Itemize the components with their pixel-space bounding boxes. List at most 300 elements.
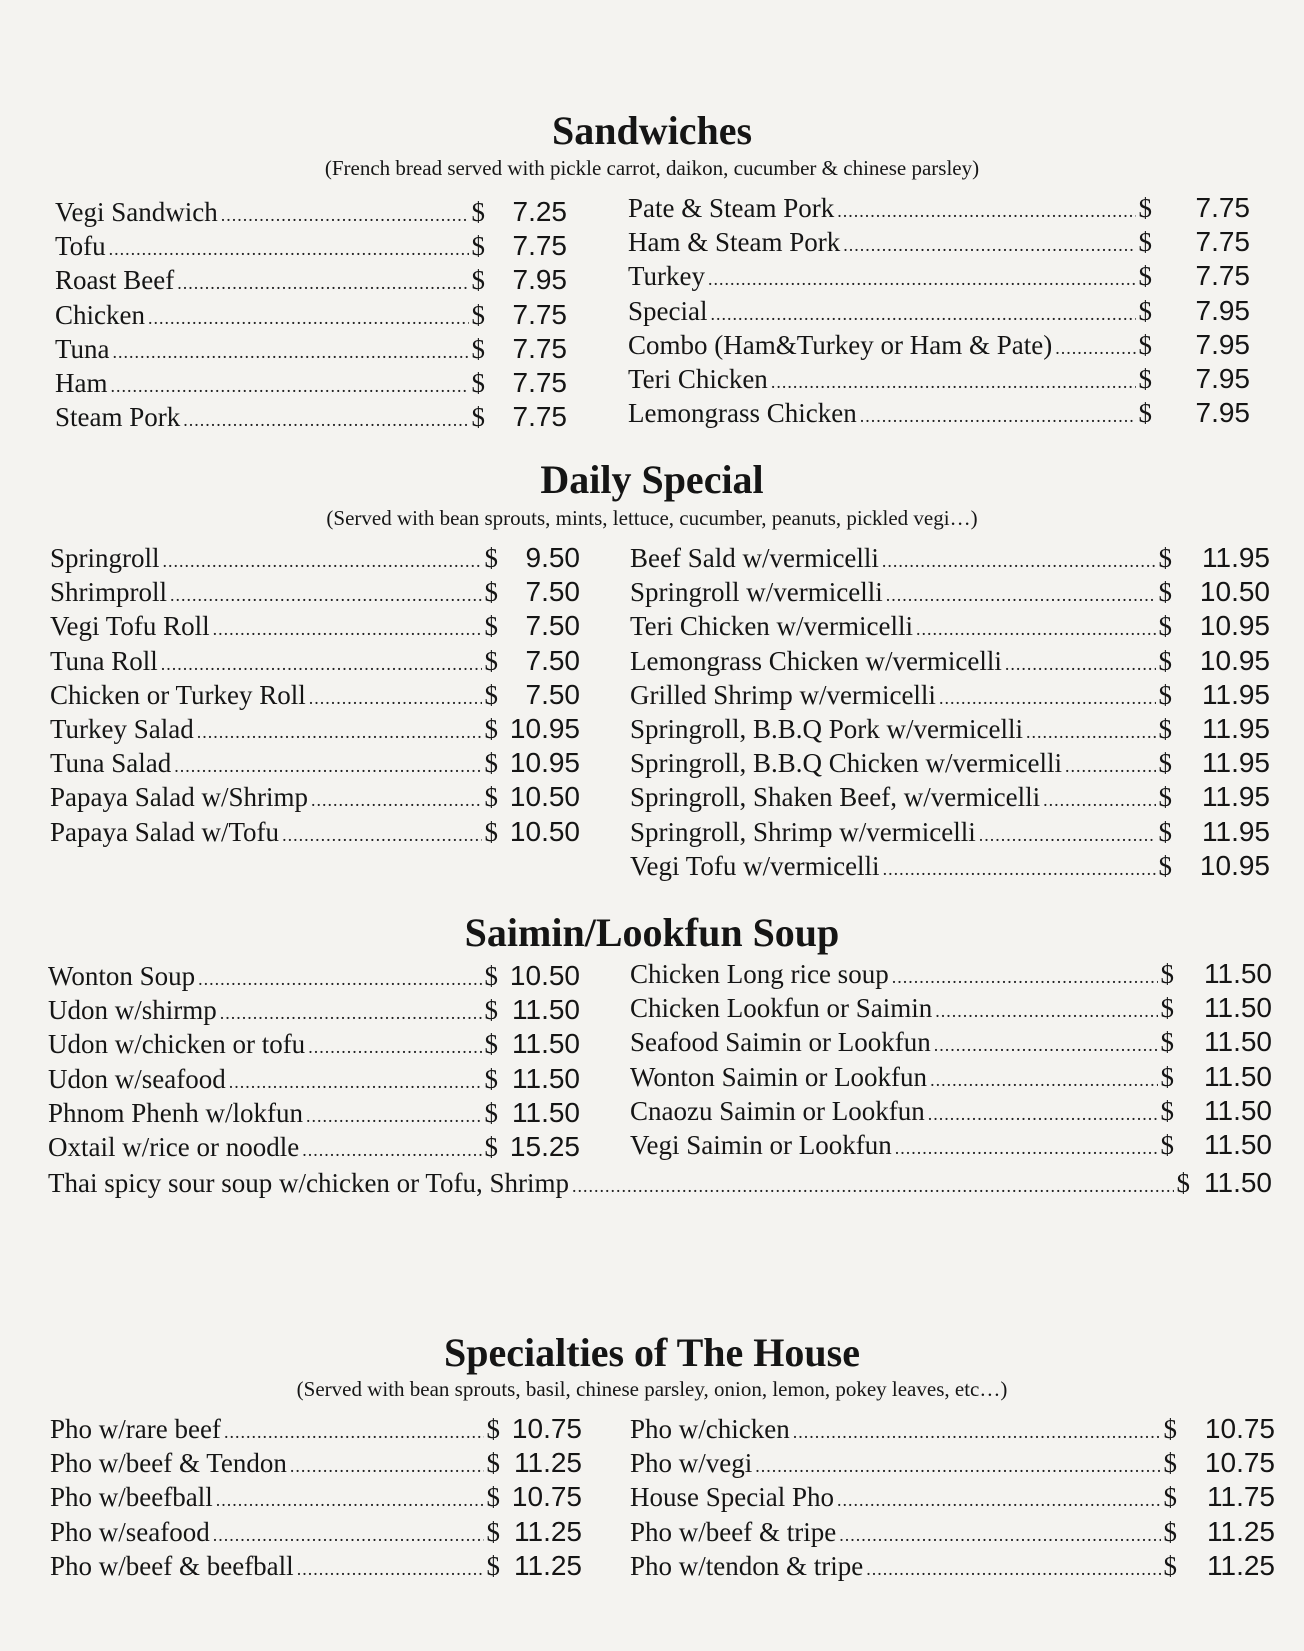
price-amount: 7.95 xyxy=(1195,362,1250,394)
price-amount: 10.95 xyxy=(509,712,580,744)
menu-item-name: Vegi Tofu Roll xyxy=(50,611,210,642)
price-amount: 7.75 xyxy=(512,401,567,433)
currency-symbol: $ xyxy=(484,1063,498,1094)
menu-item xyxy=(630,1094,1272,1128)
price-amount: 10.75 xyxy=(1204,1413,1275,1444)
menu-item-name: Udon w/chicken or tofu xyxy=(48,1029,306,1060)
menu-item xyxy=(50,746,580,780)
menu-item xyxy=(630,1515,1275,1549)
menu-item-name: Oxtail w/rice or noodle xyxy=(48,1131,300,1162)
dot-leader xyxy=(886,578,1156,612)
currency-symbol: $ xyxy=(1163,1414,1177,1444)
dot-leader xyxy=(843,228,1135,262)
currency-symbol: $ xyxy=(1138,261,1152,292)
soup-right-column xyxy=(630,957,1272,1162)
menu-item-name: Pho w/seafood xyxy=(50,1516,210,1547)
menu-item-name: Seafood Saimin or Lookfun xyxy=(630,1027,931,1058)
currency-symbol: $ xyxy=(1158,713,1172,744)
dot-leader xyxy=(572,1169,1173,1203)
menu-item xyxy=(628,225,1250,259)
menu-item-price xyxy=(1161,1025,1273,1059)
currency-symbol: $ xyxy=(484,679,498,710)
price-amount: 7.75 xyxy=(512,366,567,398)
menu-item-price xyxy=(1164,1446,1276,1480)
menu-item-price xyxy=(485,644,581,678)
menu-item-price xyxy=(1159,712,1271,746)
currency-symbol: $ xyxy=(1138,398,1152,429)
daily-special-left-column xyxy=(50,541,580,849)
price-amount: 11.50 xyxy=(1204,1167,1272,1198)
price-amount: 11.95 xyxy=(1202,747,1270,779)
dot-leader xyxy=(892,960,1158,994)
dot-leader xyxy=(297,1552,484,1586)
dot-leader xyxy=(934,1028,1158,1062)
dot-leader xyxy=(771,365,1136,399)
menu-item-name: Tuna Salad xyxy=(50,748,172,779)
menu-item-price xyxy=(472,195,568,229)
menu-item xyxy=(630,1412,1275,1446)
dot-leader xyxy=(860,399,1136,433)
menu-item xyxy=(55,263,567,297)
price-amount: 11.50 xyxy=(512,1028,580,1060)
menu-item-price xyxy=(485,1062,581,1096)
menu-item xyxy=(50,1515,582,1549)
menu-item xyxy=(48,959,580,993)
dot-leader xyxy=(708,262,1135,296)
dot-leader xyxy=(148,301,469,335)
currency-symbol: $ xyxy=(1158,543,1172,573)
price-amount: 10.75 xyxy=(511,1413,582,1444)
menu-item-name: Lemongrass Chicken w/vermicelli xyxy=(630,645,1002,676)
dot-leader xyxy=(109,232,469,266)
menu-item-name: Teri Chicken xyxy=(628,363,768,394)
currency-symbol: $ xyxy=(484,961,498,991)
soup-title: Saimin/Lookfun Soup xyxy=(464,910,840,955)
menu-item xyxy=(630,609,1270,643)
menu-item-name: Special xyxy=(628,295,708,326)
price-amount: 11.95 xyxy=(1202,712,1270,744)
currency-symbol: $ xyxy=(471,197,485,227)
currency-symbol: $ xyxy=(486,1482,500,1513)
currency-symbol: $ xyxy=(484,1131,498,1162)
menu-item-price xyxy=(485,993,581,1027)
menu-item-name: Thai spicy sour soup w/chicken or Tofu, Shrimp xyxy=(48,1168,570,1198)
menu-item-name: Turkey xyxy=(628,261,706,292)
menu-item xyxy=(630,1446,1275,1480)
dot-leader xyxy=(837,194,1135,228)
menu-item-name: Springroll xyxy=(50,543,160,573)
price-amount: 7.50 xyxy=(525,610,580,642)
menu-item xyxy=(50,541,580,575)
menu-item xyxy=(628,328,1250,362)
currency-symbol: $ xyxy=(1138,329,1152,360)
menu-item xyxy=(48,1062,580,1096)
dot-leader xyxy=(170,578,481,612)
menu-item-price xyxy=(472,400,568,434)
menu-item xyxy=(55,229,567,263)
dot-leader xyxy=(306,1099,481,1133)
daily-special-title: Daily Special xyxy=(540,457,764,502)
price-amount: 7.95 xyxy=(1195,397,1250,429)
menu-item-name: Wonton Saimin or Lookfun xyxy=(630,1061,928,1092)
price-amount: 11.50 xyxy=(512,1096,580,1128)
currency-symbol: $ xyxy=(1138,193,1152,223)
currency-symbol: $ xyxy=(486,1550,500,1581)
price-amount: 10.50 xyxy=(509,960,580,991)
menu-item-price xyxy=(1159,815,1271,849)
dot-leader xyxy=(1043,783,1155,817)
dot-leader xyxy=(161,647,482,681)
price-amount: 7.75 xyxy=(1195,260,1250,292)
menu-item-name: Springroll, B.B.Q Chicken w/vermicelli xyxy=(630,748,1062,779)
dot-leader xyxy=(174,749,481,783)
menu-item-name: Chicken Long rice soup xyxy=(630,959,889,989)
sandwiches-right-column xyxy=(628,191,1250,430)
price-amount: 11.95 xyxy=(1202,542,1270,573)
menu-item-name: Teri Chicken w/vermicelli xyxy=(630,611,914,642)
dot-leader xyxy=(755,1449,1160,1483)
menu-item xyxy=(50,815,580,849)
menu-item-price xyxy=(1139,191,1251,225)
menu-item-name: Ham xyxy=(55,367,108,398)
price-amount: 7.75 xyxy=(512,332,567,364)
price-amount: 7.75 xyxy=(512,230,567,262)
menu-item xyxy=(628,396,1250,430)
menu-item-price xyxy=(1159,678,1271,712)
menu-item xyxy=(55,332,567,366)
menu-item xyxy=(630,575,1270,609)
menu-item-name: Udon w/seafood xyxy=(48,1063,226,1094)
menu-item-name: Pho w/tendon & tripe xyxy=(630,1550,864,1581)
menu-item-price xyxy=(485,541,581,575)
menu-item xyxy=(50,644,580,678)
menu-item-name: Shrimproll xyxy=(50,577,168,608)
menu-item xyxy=(55,298,567,332)
menu-item-name: Springroll, Shrimp w/vermicelli xyxy=(630,816,976,847)
price-amount: 11.25 xyxy=(1207,1549,1275,1581)
price-amount: 7.95 xyxy=(512,264,567,296)
menu-item-price xyxy=(485,959,581,993)
menu-item-price xyxy=(1159,541,1271,575)
dot-leader xyxy=(916,612,1155,646)
currency-symbol: $ xyxy=(486,1448,500,1479)
menu-item-price xyxy=(485,780,581,814)
menu-item-name: Chicken or Turkey Roll xyxy=(50,679,306,710)
menu-item-name: Wonton Soup xyxy=(48,961,196,991)
menu-item-name: Pho w/beefball xyxy=(50,1482,213,1513)
price-amount: 11.25 xyxy=(1207,1515,1275,1547)
menu-item xyxy=(630,1060,1272,1094)
menu-item-price xyxy=(472,332,568,366)
dot-leader xyxy=(979,818,1156,852)
currency-symbol: $ xyxy=(1176,1168,1190,1198)
menu-item xyxy=(48,993,580,1027)
dot-leader xyxy=(213,1518,484,1552)
menu-item-price xyxy=(1139,225,1251,259)
price-amount: 11.95 xyxy=(1202,678,1270,710)
dot-leader xyxy=(309,681,482,715)
dot-leader xyxy=(224,1415,484,1449)
currency-symbol: $ xyxy=(1138,363,1152,394)
menu-item xyxy=(50,780,580,814)
currency-symbol: $ xyxy=(1158,782,1172,813)
menu-item-price xyxy=(487,1446,583,1480)
price-amount: 10.50 xyxy=(509,815,580,847)
menu-item-name: Pho w/vegi xyxy=(630,1448,753,1479)
dot-leader xyxy=(213,612,482,646)
menu-item xyxy=(630,1549,1275,1583)
currency-symbol: $ xyxy=(1160,1061,1174,1092)
currency-symbol: $ xyxy=(1158,748,1172,779)
menu-item xyxy=(55,195,567,229)
price-amount: 11.50 xyxy=(1204,1026,1272,1058)
menu-item-name: Lemongrass Chicken xyxy=(628,398,857,429)
menu-item-name: Papaya Salad w/Tofu xyxy=(50,816,280,847)
menu-item xyxy=(48,1130,580,1164)
menu-item-price xyxy=(485,1027,581,1061)
dot-leader xyxy=(935,994,1157,1028)
price-amount: 11.50 xyxy=(1204,992,1272,1024)
menu-item xyxy=(630,815,1270,849)
menu-item-name: Cnaozu Saimin or Lookfun xyxy=(630,1095,925,1126)
price-amount: 11.25 xyxy=(514,1447,582,1479)
menu-item-name: Combo (Ham&Turkey or Ham & Pate) xyxy=(628,329,1053,360)
menu-item-name: Turkey Salad xyxy=(50,713,194,744)
menu-item-price xyxy=(1161,991,1273,1025)
menu-item-price xyxy=(472,366,568,400)
dot-leader xyxy=(1065,749,1156,783)
menu-item-price xyxy=(1164,1549,1276,1583)
dot-leader xyxy=(793,1415,1161,1449)
dot-leader xyxy=(939,681,1156,715)
menu-item-name: Pho w/beef & tripe xyxy=(630,1516,837,1547)
dot-leader xyxy=(302,1133,481,1167)
currency-symbol: $ xyxy=(1163,1550,1177,1581)
currency-symbol: $ xyxy=(1163,1448,1177,1479)
price-amount: 9.50 xyxy=(525,542,580,573)
currency-symbol: $ xyxy=(1158,679,1172,710)
menu-item xyxy=(48,1027,580,1061)
currency-symbol: $ xyxy=(1158,645,1172,676)
currency-symbol: $ xyxy=(1160,993,1174,1024)
menu-item-name: Chicken xyxy=(55,299,145,330)
currency-symbol: $ xyxy=(486,1516,500,1547)
dot-leader xyxy=(930,1063,1157,1097)
menu-item-price xyxy=(1139,362,1251,396)
menu-item xyxy=(630,644,1270,678)
menu-item xyxy=(50,1480,582,1514)
menu-item-price xyxy=(487,1515,583,1549)
menu-item xyxy=(630,541,1270,575)
currency-symbol: $ xyxy=(1160,1095,1174,1126)
price-amount: 11.25 xyxy=(514,1515,582,1547)
price-amount: 10.50 xyxy=(1199,576,1270,608)
menu-item-price xyxy=(1159,746,1271,780)
soup-full-row xyxy=(48,1166,1272,1200)
price-amount: 10.75 xyxy=(511,1481,582,1513)
price-amount: 7.75 xyxy=(1195,226,1250,258)
dot-leader xyxy=(177,266,468,300)
currency-symbol: $ xyxy=(471,333,485,364)
specialties-subtitle: (Served with bean sprouts, basil, chinese parsley, onion, lemon, pokey leaves, etc…) xyxy=(296,1377,1008,1401)
currency-symbol: $ xyxy=(471,265,485,296)
menu-item-name: Pho w/rare beef xyxy=(50,1414,221,1444)
menu-item-name: Chicken Lookfun or Saimin xyxy=(630,993,933,1024)
menu-item xyxy=(55,400,567,434)
currency-symbol: $ xyxy=(1163,1482,1177,1513)
dot-leader xyxy=(883,852,1156,886)
dot-leader xyxy=(1055,331,1135,365)
menu-item-price xyxy=(472,229,568,263)
menu-item xyxy=(630,991,1272,1025)
price-amount: 11.50 xyxy=(1204,1128,1272,1160)
menu-item xyxy=(630,780,1270,814)
currency-symbol: $ xyxy=(484,995,498,1026)
currency-symbol: $ xyxy=(484,577,498,608)
dot-leader xyxy=(311,783,482,817)
menu-item xyxy=(628,294,1250,328)
menu-item xyxy=(628,259,1250,293)
menu-item-price xyxy=(485,1096,581,1130)
menu-item-price xyxy=(1164,1412,1276,1446)
menu-item-name: Roast Beef xyxy=(55,265,175,296)
currency-symbol: $ xyxy=(1158,611,1172,642)
price-amount: 11.50 xyxy=(1204,1094,1272,1126)
menu-item-name: Papaya Salad w/Shrimp xyxy=(50,782,308,813)
menu-item-price xyxy=(1159,780,1271,814)
menu-item-price xyxy=(485,1130,581,1164)
menu-item-name: Pho w/chicken xyxy=(630,1414,790,1444)
price-amount: 11.50 xyxy=(512,994,580,1026)
price-amount: 7.50 xyxy=(525,576,580,608)
currency-symbol: $ xyxy=(484,645,498,676)
menu-item-name: Ham & Steam Pork xyxy=(628,227,841,258)
menu-item-price xyxy=(1164,1480,1276,1514)
price-amount: 10.50 xyxy=(509,781,580,813)
menu-item-name: Springroll, Shaken Beef, w/vermicelli xyxy=(630,782,1041,813)
menu-item xyxy=(630,1025,1272,1059)
currency-symbol: $ xyxy=(471,402,485,433)
currency-symbol: $ xyxy=(484,782,498,813)
dot-leader xyxy=(1005,647,1156,681)
menu-item-price xyxy=(1139,396,1251,430)
dot-leader xyxy=(221,198,469,232)
dot-leader xyxy=(839,1518,1160,1552)
currency-symbol: $ xyxy=(486,1414,500,1444)
dot-leader xyxy=(229,1065,482,1099)
menu-item-price xyxy=(485,575,581,609)
menu-item xyxy=(50,575,580,609)
dot-leader xyxy=(837,1483,1161,1517)
menu-item-price xyxy=(472,263,568,297)
menu-item xyxy=(55,366,567,400)
menu-item-price xyxy=(1159,644,1271,678)
menu-item xyxy=(50,1446,582,1480)
menu-item xyxy=(48,1096,580,1130)
dot-leader xyxy=(282,818,481,852)
dot-leader xyxy=(216,1483,484,1517)
menu-item-price xyxy=(1139,294,1251,328)
menu-item-price xyxy=(485,609,581,643)
dot-leader xyxy=(308,1030,481,1064)
price-amount: 11.50 xyxy=(1204,1060,1272,1092)
currency-symbol: $ xyxy=(471,299,485,330)
price-amount: 10.75 xyxy=(1204,1447,1275,1479)
currency-symbol: $ xyxy=(1163,1516,1177,1547)
menu-item-price xyxy=(1177,1166,1273,1200)
menu-item xyxy=(630,1480,1275,1514)
price-amount: 10.95 xyxy=(509,747,580,779)
price-amount: 11.50 xyxy=(1204,958,1272,989)
menu-item xyxy=(630,712,1270,746)
menu-item-name: House Special Pho xyxy=(630,1482,834,1513)
specialties-title: Specialties of The House xyxy=(444,1330,860,1375)
price-amount: 7.95 xyxy=(1195,328,1250,360)
menu-item-price xyxy=(1164,1515,1276,1549)
menu-item-price xyxy=(485,678,581,712)
dot-leader xyxy=(710,297,1135,331)
dot-leader xyxy=(110,369,468,403)
currency-symbol: $ xyxy=(471,231,485,262)
menu-item xyxy=(630,746,1270,780)
menu-item-price xyxy=(1159,575,1271,609)
price-amount: 7.75 xyxy=(512,298,567,330)
menu-item-name: Pate & Steam Pork xyxy=(628,193,835,223)
price-amount: 11.95 xyxy=(1202,815,1270,847)
price-amount: 7.50 xyxy=(525,644,580,676)
currency-symbol: $ xyxy=(1158,850,1172,881)
menu-item-name: Springroll w/vermicelli xyxy=(630,577,883,608)
price-amount: 10.95 xyxy=(1199,610,1270,642)
sandwiches-left-column xyxy=(55,195,567,434)
price-amount: 7.25 xyxy=(512,196,567,227)
price-amount: 7.75 xyxy=(1195,192,1250,223)
menu-item-price xyxy=(1139,328,1251,362)
dot-leader xyxy=(866,1552,1160,1586)
menu-item-price xyxy=(1161,1060,1273,1094)
menu-item-price xyxy=(487,1412,583,1446)
menu-item xyxy=(630,678,1270,712)
dot-leader xyxy=(183,403,468,437)
menu-item-name: Pho w/beef & beefball xyxy=(50,1550,294,1581)
currency-symbol: $ xyxy=(1160,1129,1174,1160)
currency-symbol: $ xyxy=(1158,816,1172,847)
menu-item-name: Udon w/shirmp xyxy=(48,995,217,1026)
menu-item-name: Pho w/beef & Tendon xyxy=(50,1448,287,1479)
price-amount: 11.25 xyxy=(514,1549,582,1581)
dot-leader xyxy=(220,996,482,1030)
dot-leader xyxy=(198,962,481,996)
price-amount: 11.95 xyxy=(1202,781,1270,813)
daily-special-right-column xyxy=(630,541,1270,883)
currency-symbol: $ xyxy=(1160,1027,1174,1058)
menu-item-price xyxy=(485,815,581,849)
menu-item-price xyxy=(1161,957,1273,991)
specialties-left-column xyxy=(50,1412,582,1583)
dot-leader xyxy=(1026,715,1156,749)
price-amount: 10.95 xyxy=(1199,849,1270,881)
menu-item-price xyxy=(1159,609,1271,643)
currency-symbol: $ xyxy=(484,748,498,779)
dot-leader xyxy=(882,544,1156,578)
price-amount: 15.25 xyxy=(509,1130,580,1162)
price-amount: 11.75 xyxy=(1207,1481,1275,1513)
currency-symbol: $ xyxy=(484,1097,498,1128)
soup-left-column xyxy=(48,959,580,1164)
currency-symbol: $ xyxy=(1158,577,1172,608)
specialties-right-column xyxy=(630,1412,1275,1583)
menu-item-price xyxy=(487,1549,583,1583)
